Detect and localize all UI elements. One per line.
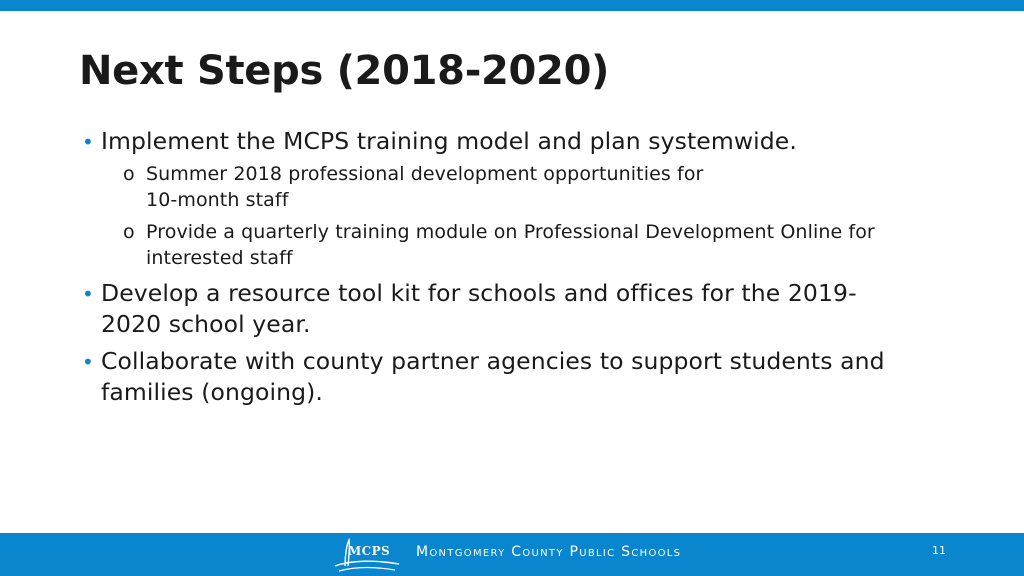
bullet-line: 2020 school year. bbox=[101, 310, 311, 338]
sub-bullet-line: Summer 2018 professional development opportunities for bbox=[146, 163, 704, 185]
sub-bullet-list bbox=[123, 162, 959, 271]
sub-bullet-line: Provide a quarterly training module on Professional Development Online for bbox=[146, 221, 875, 243]
bullet-line: families (ongoing). bbox=[101, 378, 323, 406]
top-accent-bar bbox=[0, 0, 1024, 11]
bullet-item bbox=[79, 126, 959, 271]
logo-wordmark: MCPS bbox=[348, 544, 391, 558]
page-number: 11 bbox=[932, 544, 946, 557]
bullet-dot-icon: • bbox=[82, 130, 94, 154]
hollow-circle-icon: o bbox=[123, 163, 135, 185]
footer-bar bbox=[0, 533, 1024, 576]
bullet-item bbox=[79, 346, 959, 408]
bullet-list bbox=[79, 126, 959, 408]
bullet-dot-icon: • bbox=[82, 282, 94, 306]
sub-bullet-line: 10-month staff bbox=[146, 188, 289, 211]
bullet-line: Develop a resource tool kit for schools and offices for the 2019- bbox=[101, 279, 857, 307]
sub-bullet-item bbox=[123, 220, 959, 271]
slide-title: Next Steps (2018-2020) bbox=[79, 48, 610, 94]
organization-name: Montgomery County Public Schools bbox=[416, 544, 682, 560]
bullet-dot-icon: • bbox=[82, 350, 94, 374]
hollow-circle-icon: o bbox=[123, 221, 135, 243]
sub-bullet-item bbox=[123, 162, 959, 213]
sub-bullet-line: interested staff bbox=[146, 246, 293, 269]
bullet-line: Collaborate with county partner agencies to support students and bbox=[101, 347, 885, 375]
bullet-item bbox=[79, 278, 959, 340]
bullet-text: Implement the MCPS training model and plan systemwide. bbox=[101, 127, 797, 155]
